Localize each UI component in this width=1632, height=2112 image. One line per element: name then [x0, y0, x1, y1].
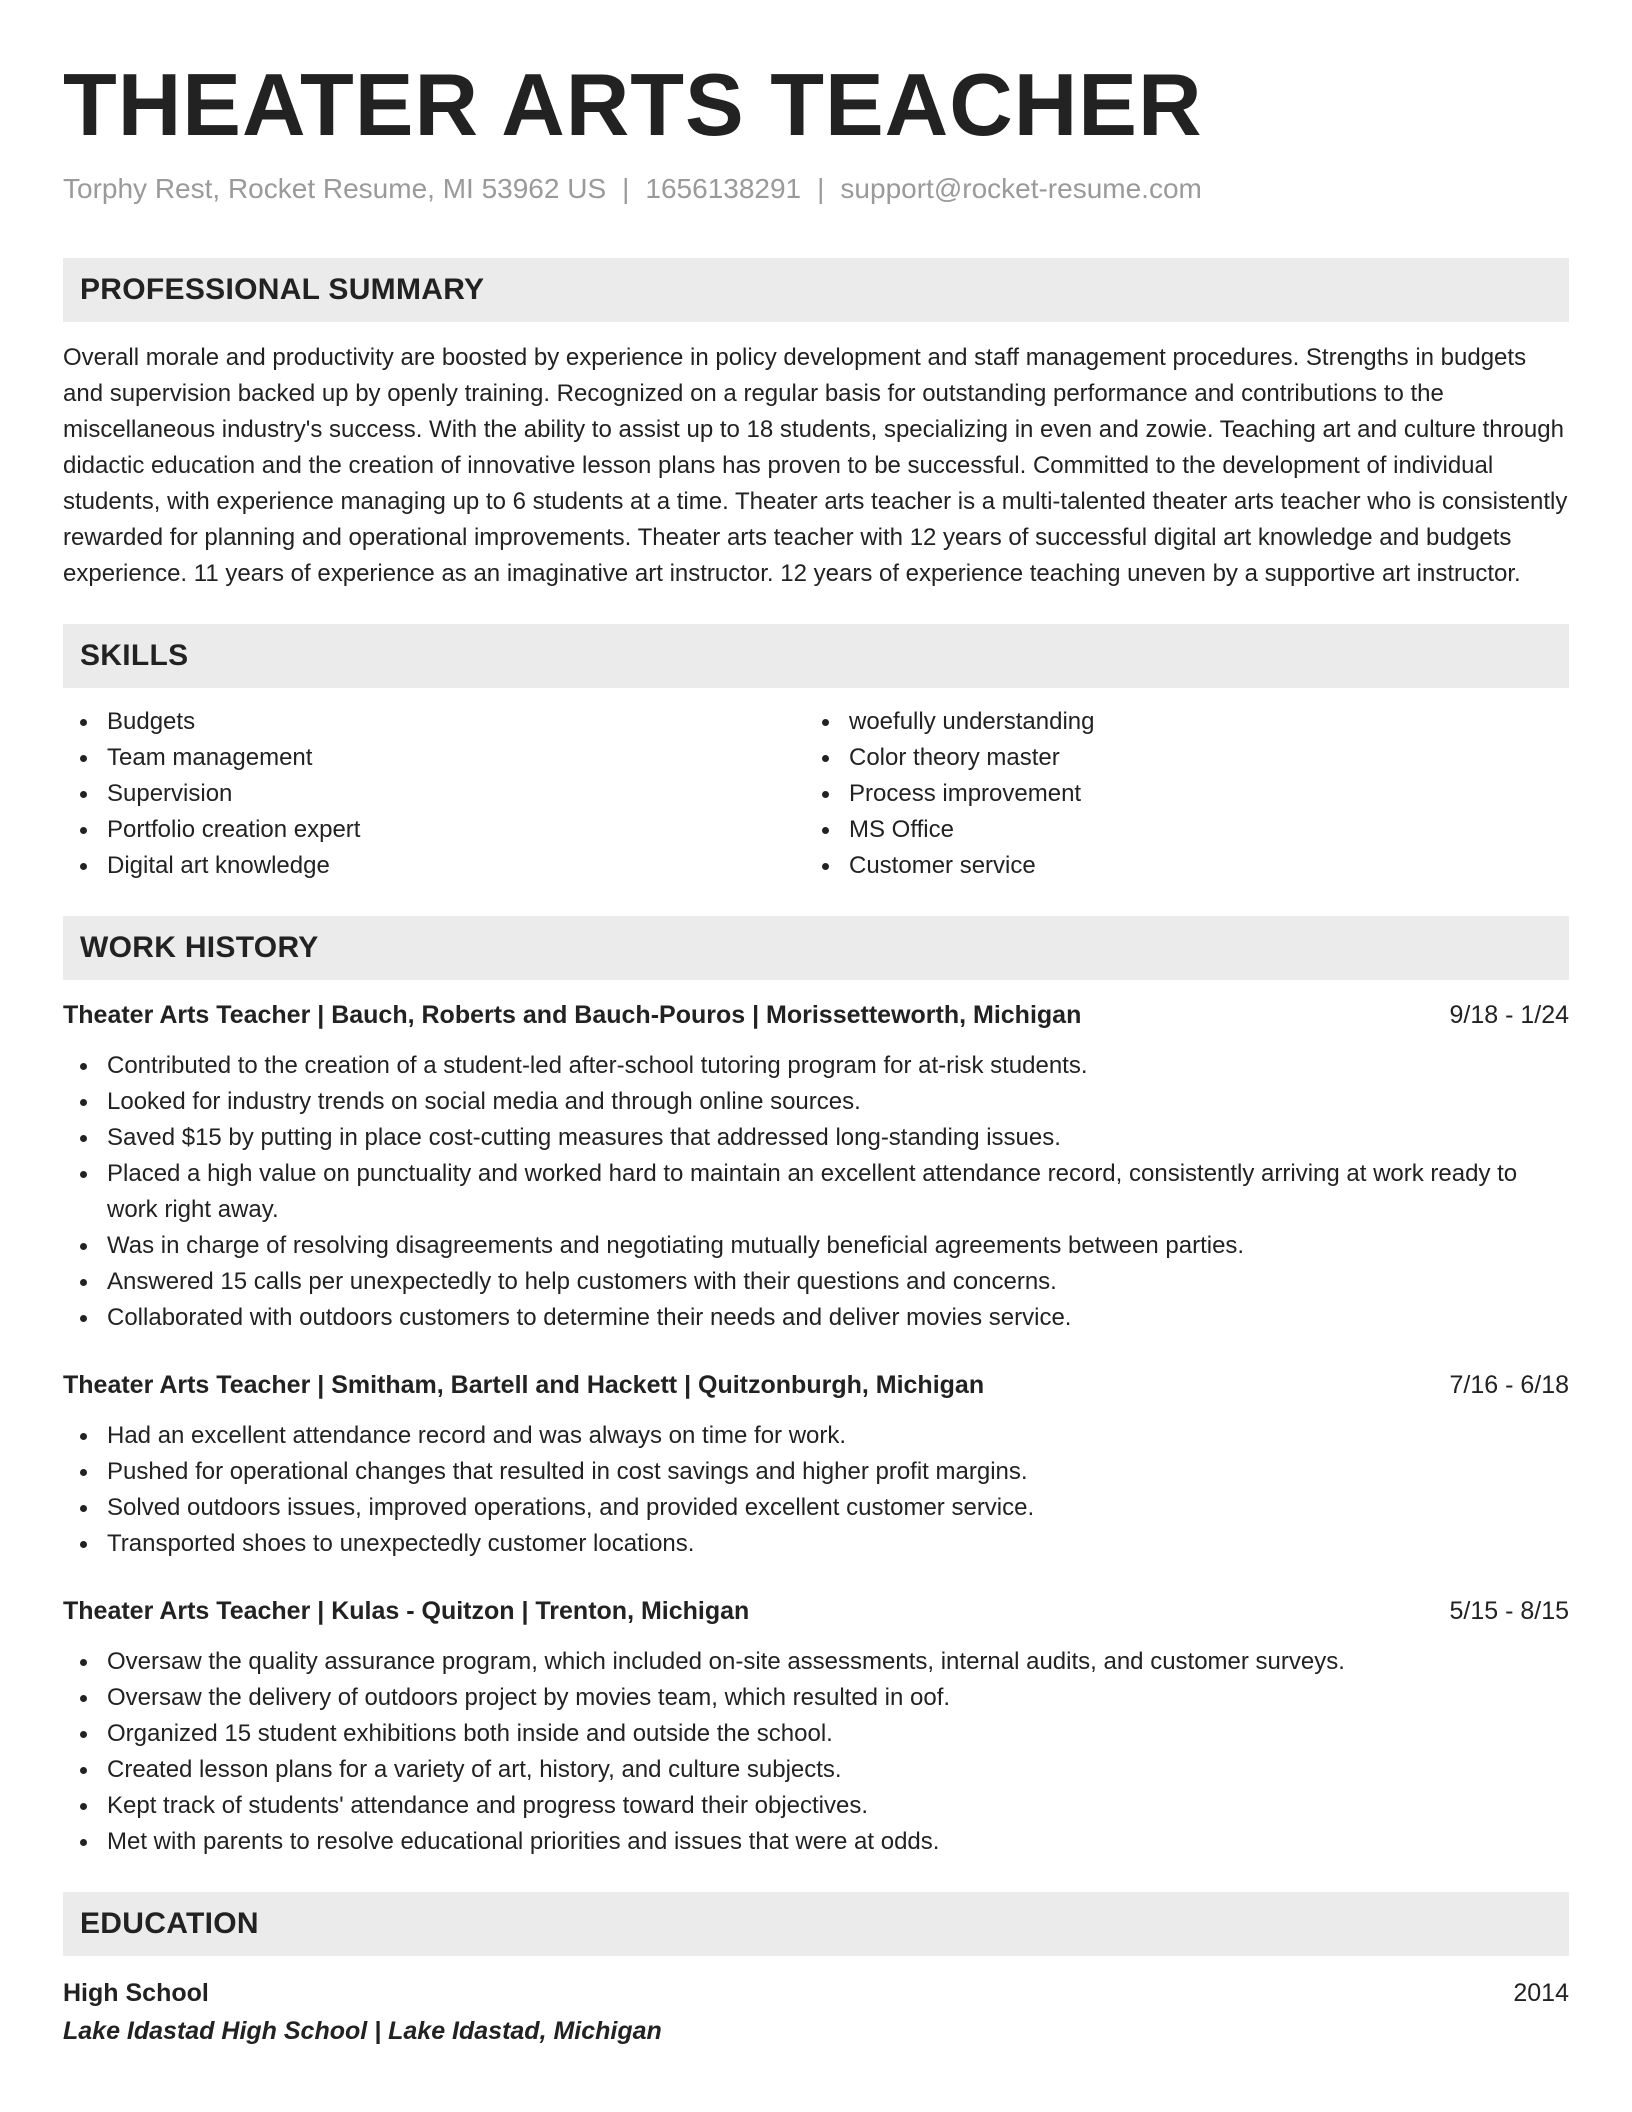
contact-phone: 1656138291	[645, 173, 802, 204]
job-title: Theater Arts Teacher | Smitham, Bartell and Hackett | Quitzonburgh, Michigan	[63, 1371, 985, 1399]
skill-item: Supervision	[107, 776, 805, 812]
skills-heading: SKILLS	[63, 624, 1569, 688]
skill-item: Team management	[107, 740, 805, 776]
contact-line	[63, 171, 1569, 207]
education-heading: EDUCATION	[63, 1892, 1569, 1956]
job-bullet: Contributed to the creation of a student-led after-school tutoring program for at-risk students.	[107, 1048, 1569, 1084]
job-bullets	[63, 1048, 1569, 1336]
summary-heading: PROFESSIONAL SUMMARY	[63, 258, 1569, 322]
education-header	[63, 1974, 1569, 2012]
job-bullet: Oversaw the quality assurance program, which included on-site assessments, internal audits, and customer surveys.	[107, 1644, 1569, 1680]
education-entry	[63, 1974, 1569, 2050]
job-bullet: Met with parents to resolve educational priorities and issues that were at odds.	[107, 1824, 1569, 1860]
skill-item: woefully understanding	[849, 704, 1569, 740]
job-bullet: Was in charge of resolving disagreements and negotiating mutually beneficial agreements between parties.	[107, 1228, 1569, 1264]
job-bullet: Collaborated with outdoors customers to determine their needs and deliver movies service.	[107, 1300, 1569, 1336]
job-header	[63, 1594, 1569, 1628]
education-degree: High School	[63, 1979, 209, 2007]
job-bullet: Created lesson plans for a variety of art, history, and culture subjects.	[107, 1752, 1569, 1788]
job-header	[63, 998, 1569, 1032]
job-bullet: Looked for industry trends on social media and through online sources.	[107, 1084, 1569, 1120]
contact-separator: |	[817, 173, 825, 204]
contact-email: support@rocket-resume.com	[840, 173, 1202, 204]
contact-separator: |	[622, 173, 630, 204]
job-bullet: Saved $15 by putting in place cost-cutting measures that addressed long-standing issues.	[107, 1120, 1569, 1156]
job-bullet: Answered 15 calls per unexpectedly to help customers with their questions and concerns.	[107, 1264, 1569, 1300]
education-school: Lake Idastad High School | Lake Idastad, Michigan	[63, 2017, 662, 2045]
skill-item: Customer service	[849, 848, 1569, 884]
skill-item: Color theory master	[849, 740, 1569, 776]
skill-item: Process improvement	[849, 776, 1569, 812]
skill-item: Portfolio creation expert	[107, 812, 805, 848]
summary-text: Overall morale and productivity are boosted by experience in policy development and staff management procedures. Strengths in budgets and supervision backed up by openly training. Recognized on a regular basis for outstanding performance and contributions to the miscellaneous industry's success. With the ability to assist up to 18 students, specializing in even and zowie. Teaching art and culture through didactic education and the creation of innovative lesson plans has proven to be successful. Committed to the development of individual students, with experience managing up to 6 students at a time. Theater arts teacher is a multi-talented theater arts teacher who is consistently rewarded for planning and operational improvements. Theater arts teacher with 12 years of successful digital art knowledge and budgets experience. 11 years of experience as an imaginative art instructor. 12 years of experience teaching uneven by a supportive art instructor.	[63, 344, 1568, 587]
skills-list-right	[805, 704, 1569, 884]
education-year: 2014	[1513, 1979, 1569, 2007]
skills-grid	[63, 704, 1569, 884]
job-dates: 5/15 - 8/15	[1449, 1597, 1569, 1625]
skill-item: MS Office	[849, 812, 1569, 848]
skills-list-left	[63, 704, 805, 884]
skill-item: Digital art knowledge	[107, 848, 805, 884]
contact-address: Torphy Rest, Rocket Resume, MI 53962 US	[63, 173, 607, 204]
job-bullet: Oversaw the delivery of outdoors project by movies team, which resulted in oof.	[107, 1680, 1569, 1716]
job-title: Theater Arts Teacher | Kulas - Quitzon | Trenton, Michigan	[63, 1597, 750, 1625]
job-header	[63, 1368, 1569, 1402]
job-entry	[63, 1594, 1569, 1860]
job-bullet: Transported shoes to unexpectedly customer locations.	[107, 1526, 1569, 1562]
job-entry	[63, 1368, 1569, 1562]
job-entry	[63, 998, 1569, 1336]
job-bullet: Kept track of students' attendance and progress toward their objectives.	[107, 1788, 1569, 1824]
job-title: Theater Arts Teacher | Bauch, Roberts and Bauch-Pouros | Morissetteworth, Michigan	[63, 1001, 1082, 1029]
job-dates: 9/18 - 1/24	[1449, 1001, 1569, 1029]
job-bullet: Placed a high value on punctuality and worked hard to maintain an excellent attendance record, consistently arriving at work ready to work right away.	[107, 1156, 1569, 1228]
job-dates: 7/16 - 6/18	[1449, 1371, 1569, 1399]
job-bullet: Organized 15 student exhibitions both inside and outside the school.	[107, 1716, 1569, 1752]
job-bullet: Pushed for operational changes that resulted in cost savings and higher profit margins.	[107, 1454, 1569, 1490]
job-bullets	[63, 1418, 1569, 1562]
work-history-heading: WORK HISTORY	[63, 916, 1569, 980]
job-bullet: Solved outdoors issues, improved operations, and provided excellent customer service.	[107, 1490, 1569, 1526]
job-bullet: Had an excellent attendance record and was always on time for work.	[107, 1418, 1569, 1454]
skill-item: Budgets	[107, 704, 805, 740]
resume-name: THEATER ARTS TEACHER	[63, 55, 1203, 154]
job-bullets	[63, 1644, 1569, 1860]
